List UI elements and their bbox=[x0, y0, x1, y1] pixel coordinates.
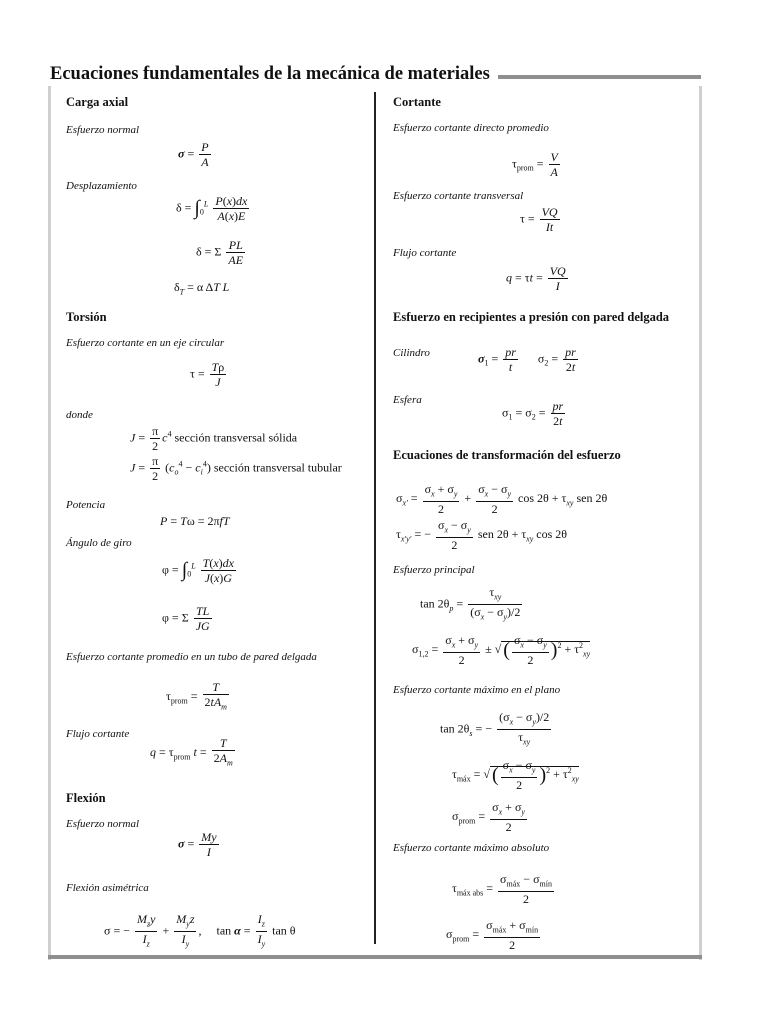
label-bending-normal-stress: Esfuerzo normal bbox=[66, 818, 140, 830]
eq-polar-moment-solid: J = $\frac{\pi}{2}$ $c^4$ sección transversal sólida bbox=[130, 424, 298, 453]
label-max-in-plane-shear: Esfuerzo cortante máximo en el plano bbox=[393, 684, 561, 696]
label-principal-stress: Esfuerzo principal bbox=[393, 564, 475, 576]
page-title: Ecuaciones fundamentales de la mecánica de materiales bbox=[50, 64, 490, 84]
title-rule bbox=[498, 75, 701, 79]
eq-shear-flow-torsion: $q = \tau_{prom}$ t = $\frac{T}{2A_m}$ bbox=[150, 736, 233, 768]
heading-shear: Cortante bbox=[393, 95, 441, 109]
label-shear-circular: Esfuerzo cortante en un eje circular bbox=[66, 337, 225, 349]
label-tubular-section: sección transversal tubular bbox=[213, 460, 342, 475]
label-direct-avg-shear: Esfuerzo cortante directo promedio bbox=[393, 122, 549, 134]
eq-avg-normal-stress: $\sigma_{prom}$ = $\frac{\sigma_x + \sigma_y}{2}$ bbox=[452, 800, 525, 835]
label-normal-stress: Esfuerzo normal bbox=[66, 124, 140, 136]
eq-sphere-stress: $\sigma_1 = \sigma_2$ = $\frac{pr}{2t}$ bbox=[502, 399, 564, 428]
label-cylinder: Cilindro bbox=[393, 347, 430, 359]
label-power: Potencia bbox=[66, 499, 106, 511]
eq-max-in-plane-shear: $\tau_{máx}$ = √ ( $\frac{\sigma_x - \sigma_y}{2}$ )$^2 + \tau^2_{xy}$ bbox=[452, 758, 579, 793]
eq-torsion-shear: τ = $\frac{T\rho}{J}$ bbox=[190, 360, 225, 389]
heading-stress-transformation: Ecuaciones de transformación del esfuerzo bbox=[393, 448, 621, 462]
eq-transform-normal: $\sigma_{x'}$ = $\frac{\sigma_x + \sigma_y}{2}$ + $\frac{\sigma_x - \sigma_y}{2}$ $\cos 2\theta + \tau_{xy}$ sen 2θ bbox=[396, 482, 608, 517]
label-shear-flow-torsion: Flujo cortante bbox=[66, 728, 130, 740]
frame-bottom-rule bbox=[48, 955, 702, 959]
eq-twist-integral: $\varphi = \int_0^L$ $\frac{T(x)dx}{J(x)G}$ bbox=[162, 556, 234, 585]
label-unsymmetric-bending: Flexión asimétrica bbox=[66, 882, 149, 894]
label-shear-flow: Flujo cortante bbox=[393, 247, 457, 259]
label-avg-shear-thin-tube: Esfuerzo cortante promedio en un tubo de pared delgada bbox=[66, 651, 317, 663]
heading-axial-load: Carga axial bbox=[66, 95, 129, 109]
eq-power: P = Tω = 2πfT bbox=[160, 514, 230, 528]
label-transverse-shear: Esfuerzo cortante transversal bbox=[393, 190, 524, 202]
heading-bending: Flexión bbox=[66, 791, 106, 805]
heading-pressure-vessels: Esfuerzo en recipientes a presión con pared delgada bbox=[393, 310, 670, 324]
eq-flexure: σ = $\frac{My}{I}$ bbox=[178, 830, 217, 859]
eq-principal-angle: $\tan 2\theta_p$ = $\tau_{xy}$ $(\sigma_x - \sigma_y)/2$ bbox=[420, 585, 521, 622]
eq-displacement-integral: $\delta = \int_0^L$ $\frac{P(x)dx}{A(x)E}$ bbox=[176, 194, 248, 223]
label-twist-angle: Ángulo de giro bbox=[66, 537, 132, 549]
eq-twist-sum: φ = Σ $\frac{TL}{JG}$ bbox=[162, 604, 210, 633]
column-divider bbox=[374, 92, 376, 944]
eq-axial-normal-stress: σ = $\frac{P}{A}$ bbox=[178, 140, 209, 169]
eq-displacement-sum: δ = Σ $\frac{PL}{AE}$ bbox=[196, 238, 244, 267]
label-displacement: Desplazamiento bbox=[66, 180, 137, 192]
eq-polar-moment-tubular: J = $\frac{\pi}{2}$ $(c_o^4 - c_i^4)$ sección transversal tubular bbox=[130, 454, 342, 483]
label-solid-section: sección transversal sólida bbox=[174, 430, 298, 445]
eq-direct-avg-shear: $\tau_{prom}$ = $\frac{V}{A}$ bbox=[512, 150, 558, 179]
eq-principal-stresses: $\sigma_{1,2}$ = $\frac{\sigma_x + \sigma_y}{2}$ ± √ ( $\frac{\sigma_x - \sigma_y}{2}$ )$^2 + \tau^2_{xy}$ bbox=[412, 633, 591, 668]
label-absolute-max-shear: Esfuerzo cortante máximo absoluto bbox=[393, 842, 550, 854]
eq-transverse-shear: τ = $\frac{VQ}{It}$ bbox=[520, 205, 558, 234]
eq-avg-shear-thin-tube: $\tau_{prom}$ = T $2tA_m$ bbox=[166, 680, 227, 712]
eq-cylinder-stresses: $\sigma_1$ = $\frac{pr}{t}$ $\sigma_2$ = $\frac{pr}{2t}$ bbox=[478, 345, 576, 374]
frame-left-border bbox=[48, 86, 51, 960]
eq-unsymmetric-bending: σ = − $M_zy$ $I_z$ + $M_yz$ $I_y$ , tan α = $\frac{I_z}{I_y}$ tan θ bbox=[104, 912, 296, 949]
eq-max-shear-angle: $\tan 2\theta_s$ = − $(\sigma_x - \sigma_y)/2$ $\tau_{xy}$ bbox=[440, 710, 550, 747]
eq-shear-flow: q = τt = $\frac{VQ}{I}$ bbox=[506, 264, 566, 293]
label-where: donde bbox=[66, 409, 93, 421]
heading-torsion: Torsión bbox=[66, 310, 107, 324]
eq-absolute-max-shear: $\tau_{máx abs}$ = $\sigma_{máx} - \sigma_{mín}$ 2 bbox=[452, 872, 552, 907]
eq-transform-shear: $\tau_{x'y'}$ = − $\frac{\sigma_x - \sigma_y}{2}$ sen $2\theta + \tau_{xy}$ cos 2θ bbox=[396, 518, 568, 553]
eq-avg-stress-absolute: $\sigma_{prom}$ = $\sigma_{máx} + \sigma_{mín}$ 2 bbox=[446, 918, 539, 953]
eq-thermal-displacement: $\delta_T = \alpha$ ΔT L bbox=[174, 280, 230, 297]
label-sphere: Esfera bbox=[393, 394, 422, 406]
frame-right-border bbox=[699, 86, 702, 960]
